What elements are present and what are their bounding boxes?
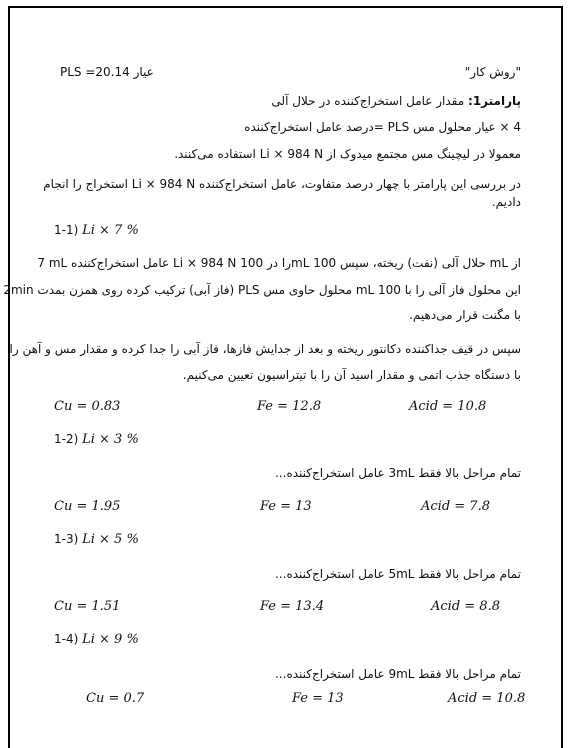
paragraph-line: این محلول فاز آلی را با 100 mL محلول حاوی مس PLS (فاز آبی) ترکیب کرده روی همزن بمدت 2min	[3, 283, 521, 297]
section-note: تمام مراحل بالا فقط 3mL عامل استخراج‌کننده...	[275, 466, 521, 480]
section-1-4-heading	[54, 631, 139, 648]
acid-result: Acid = 10.8	[448, 691, 526, 706]
cu-result: Cu = 1.51	[54, 599, 121, 614]
section-ratio: Li × 7 %	[82, 223, 139, 238]
section-1-3-heading	[54, 531, 139, 548]
method-heading: "روش کار"	[464, 65, 521, 79]
acid-result: Acid = 10.8	[409, 399, 487, 414]
section-1-1-heading	[54, 222, 139, 239]
paragraph-line: با دستگاه جذب اتمی و مقدار اسید آن را با تیتراسیون تعیین می‌کنیم.	[182, 368, 521, 382]
parameter-1-title: پارامتر1:	[468, 94, 521, 108]
section-label: 1-1)	[54, 223, 79, 237]
fe-result: Fe = 13	[292, 691, 344, 706]
section-label: 1-3)	[54, 532, 79, 546]
parameter-1-title-rest: مقدار عامل استخراج‌کننده در حلال آلی	[271, 94, 468, 108]
fe-result: Fe = 12.8	[257, 399, 322, 414]
paragraph-line: سپس در قیف جداکننده دکانتور ریخته و بعد از جدایش فازها، فاز آبی را جدا کرده و مقدار مس و آهن را	[9, 342, 521, 356]
cu-result: Cu = 0.83	[54, 399, 121, 414]
paragraph-line: در بررسی این پارامتر با چهار درصد متفاوت، عامل استخراج‌کننده Li × 984 N استخراج را انجام	[43, 177, 521, 191]
section-1-2-heading	[54, 431, 139, 448]
fe-result: Fe = 13.4	[260, 599, 325, 614]
acid-result: Acid = 7.8	[421, 499, 490, 514]
fe-result: Fe = 13	[260, 499, 312, 514]
paragraph-line: دادیم.	[491, 195, 521, 209]
section-ratio: Li × 9 %	[82, 632, 139, 647]
section-ratio: Li × 3 %	[82, 432, 139, 447]
section-note: تمام مراحل بالا فقط 5mL عامل استخراج‌کننده...	[275, 567, 521, 581]
parameter-1-heading	[271, 93, 521, 109]
paragraph-line: 7 mL عامل استخراج‌کننده Li × 984 N را در 100mL حلال آلی (نفت) ریخته، سپس 100 mL از	[37, 256, 521, 270]
extractant-percent-formula: 4 × عیار محلول مس PLS =درصد عامل استخراج‌کننده	[244, 120, 521, 134]
section-label: 1-2)	[54, 432, 79, 446]
cu-result: Cu = 0.7	[86, 691, 145, 706]
paragraph-line: معمولا در لیچینگ مس مجتمع میدوک از Li × 984 N استفاده می‌کنند.	[174, 147, 521, 161]
section-label: 1-4)	[54, 632, 79, 646]
paragraph-line: با مگنت قرار می‌دهیم.	[409, 308, 521, 322]
section-note: تمام مراحل بالا فقط 9mL عامل استخراج‌کننده...	[275, 667, 521, 681]
acid-result: Acid = 8.8	[431, 599, 500, 614]
section-ratio: Li × 5 %	[82, 532, 139, 547]
cu-result: Cu = 1.95	[54, 499, 121, 514]
pls-grade: PLS =عیار 20.14	[60, 65, 154, 79]
